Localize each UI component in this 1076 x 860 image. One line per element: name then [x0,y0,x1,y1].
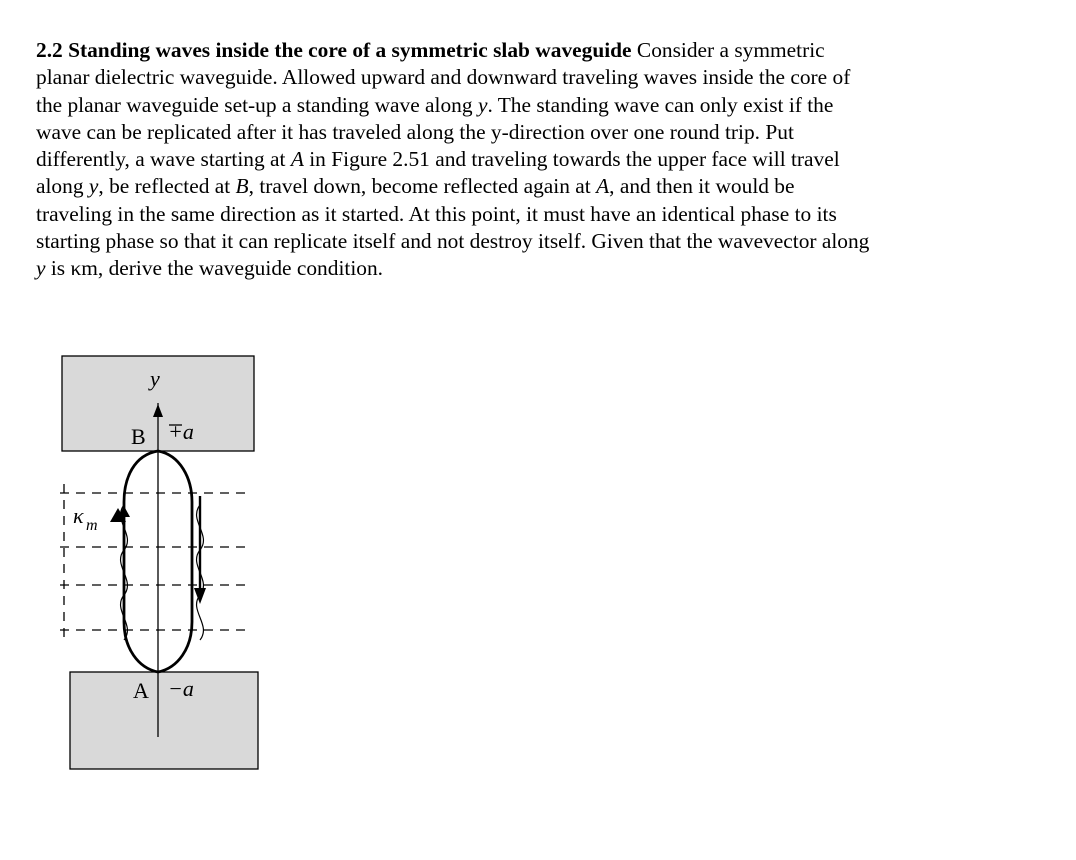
text-segment: is [45,256,71,281]
variable-y: y [477,92,488,117]
y-axis-label: y [150,366,160,391]
text-segment: in Figure 2.51 and traveling towards the upper face will travel [303,147,840,172]
wavevector-symbol: κ [73,503,84,528]
text-segment: starting phase so that it can replicate itself and not destroy itself. Given that the wavevector along [36,229,870,254]
text-segment: differently, a wave starting at [36,147,291,172]
point-a-ref: A [596,174,610,199]
point-b-ref: B [235,174,249,199]
text-segment: Consider a symmetric [636,38,825,62]
text-segment: , and then it would be [609,174,795,199]
text-segment: , derive the waveguide condition. [97,256,384,281]
text-segment: along [36,174,89,199]
core-dashed-lines [60,484,245,640]
wavevector-subscript: m [86,517,98,534]
wavevector-kappa-m: κm [70,256,98,281]
text-segment: , be reflected at [98,174,236,199]
lower-cladding [70,672,258,769]
text-segment: , travel down, become reflected again at [248,174,597,199]
point-b-label: B [131,424,146,449]
point-a-ref: A [290,147,304,172]
text-segment: traveling in the same direction as it started. At this point, it must have an identical phase to its [36,201,837,226]
text-segment: the planar waveguide set-up a standing wave along [36,92,478,117]
text-segment: planar dielectric waveguide. Allowed upward and downward traveling waves inside the core of [36,65,851,90]
top-boundary-label: +a [168,419,194,444]
variable-y: y [36,256,46,281]
bottom-boundary-label: −a [168,676,194,701]
point-a-label: A [133,678,149,703]
variable-y: y [88,174,99,199]
text-segment: wave can be replicated after it has traveled along the y-direction over one round trip. Put [36,119,794,144]
problem-heading: 2.2 Standing waves inside the core of a symmetric slab waveguide [36,38,632,62]
text-segment: . The standing wave can only exist if the [487,92,834,117]
